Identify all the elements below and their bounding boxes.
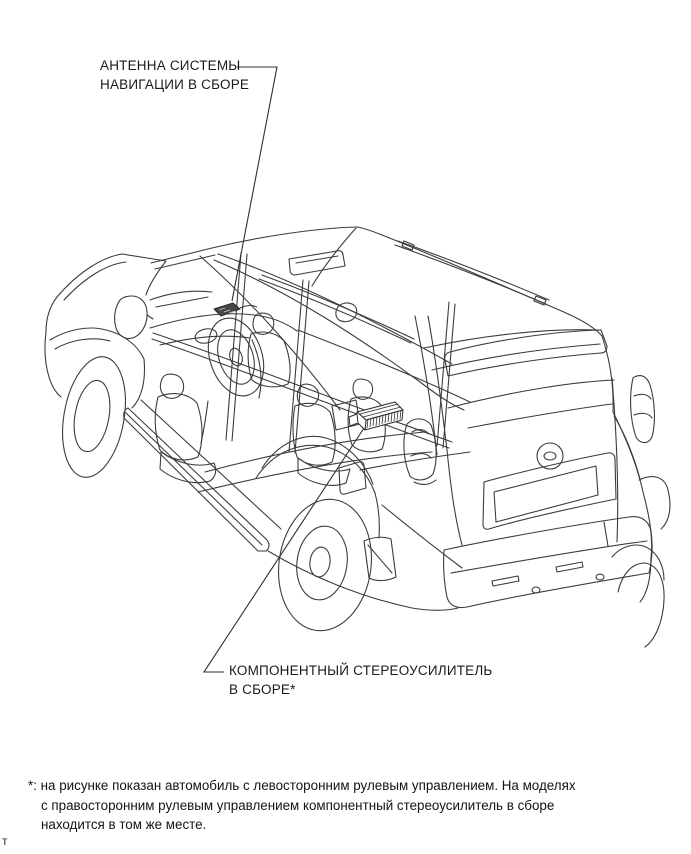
wiper xyxy=(156,297,208,307)
amplifier-leader-line xyxy=(204,428,364,672)
park-sensor-1 xyxy=(532,587,540,593)
footnote-line1: *: на рисунке показан автомобиль с левосторонним рулевым управлением. На моделях xyxy=(28,778,576,793)
sunroof-frame xyxy=(289,251,345,275)
park-sensor-2 xyxy=(596,574,604,580)
callout-nav-antenna xyxy=(100,56,249,94)
rear-right-tire xyxy=(618,563,664,647)
footnote-line3: находится в том же месте. xyxy=(41,817,207,832)
rear-fender-right xyxy=(613,412,652,558)
hood-inner-line xyxy=(64,262,126,300)
amplifier-connector xyxy=(349,414,358,426)
callout-amplifier-line2: В СБОРЕ* xyxy=(229,682,296,697)
rear-pillar-right xyxy=(602,336,613,412)
hatch-crease xyxy=(468,404,612,428)
bumper-crease xyxy=(451,541,647,573)
license-recess-outer xyxy=(483,453,616,529)
rear-wheel-tire xyxy=(270,493,379,637)
mud-flap xyxy=(364,537,396,580)
hood-rear-edge xyxy=(146,261,166,295)
mirror-mount xyxy=(147,315,153,319)
tail-light-right xyxy=(631,376,655,443)
dash-face xyxy=(160,336,261,398)
door-bottom-line xyxy=(141,400,281,529)
cowl-line xyxy=(150,291,212,300)
bumper-details xyxy=(492,522,608,586)
rear-wheel-rim xyxy=(292,523,352,603)
nav-antenna-leader-line xyxy=(232,67,277,301)
roof-silhouette xyxy=(357,227,602,336)
rear-wheel-hub xyxy=(308,546,332,578)
footnote-line2: с правосторонним рулевым управлением компонентный стереоусилитель в сборе xyxy=(41,797,555,813)
hatch-left-edge xyxy=(447,450,462,545)
fender-to-mudflap xyxy=(375,493,379,538)
tail-light-left xyxy=(404,419,436,480)
page-marker: т xyxy=(2,834,8,848)
callout-amplifier xyxy=(229,661,493,699)
rear-fender-flare xyxy=(256,445,375,493)
callout-nav-antenna-line2: НАВИГАЦИИ В СБОРЕ xyxy=(100,77,250,92)
emblem-inner xyxy=(544,452,556,460)
tail-light-right-inner xyxy=(634,394,652,418)
a-pillar xyxy=(151,248,215,269)
front-wheel-tire xyxy=(54,352,134,483)
lower-rear-body xyxy=(268,551,458,610)
fuel-door xyxy=(339,462,366,495)
footnote xyxy=(28,776,576,835)
beltline-rail xyxy=(152,333,452,448)
callout-nav-antenna-line1: АНТЕННА СИСТЕМЫ xyxy=(100,58,241,73)
front-fender-arch-inner xyxy=(55,339,110,349)
spoiler-lower xyxy=(432,344,600,370)
cutaway-boundary xyxy=(214,260,464,410)
rear-glass xyxy=(445,330,607,376)
dash-top xyxy=(150,314,297,331)
driver-seat xyxy=(155,374,215,483)
second-row-seat-left xyxy=(293,384,350,485)
side-mirror xyxy=(115,296,148,339)
front-fender-to-rocker xyxy=(132,359,145,408)
b-pillar-frame xyxy=(226,253,247,441)
running-board xyxy=(124,408,269,551)
rear-glass-bottom xyxy=(448,380,614,408)
license-recess-inner xyxy=(494,466,598,522)
front-wheel-rim xyxy=(69,378,115,455)
bumper-outline xyxy=(444,517,652,608)
windshield-header xyxy=(212,227,357,248)
front-fender-arch xyxy=(50,328,144,359)
callout-amplifier-line1: КОМПОНЕНТНЫЙ СТЕРЕОУСИЛИТЕЛЬ xyxy=(229,663,493,678)
